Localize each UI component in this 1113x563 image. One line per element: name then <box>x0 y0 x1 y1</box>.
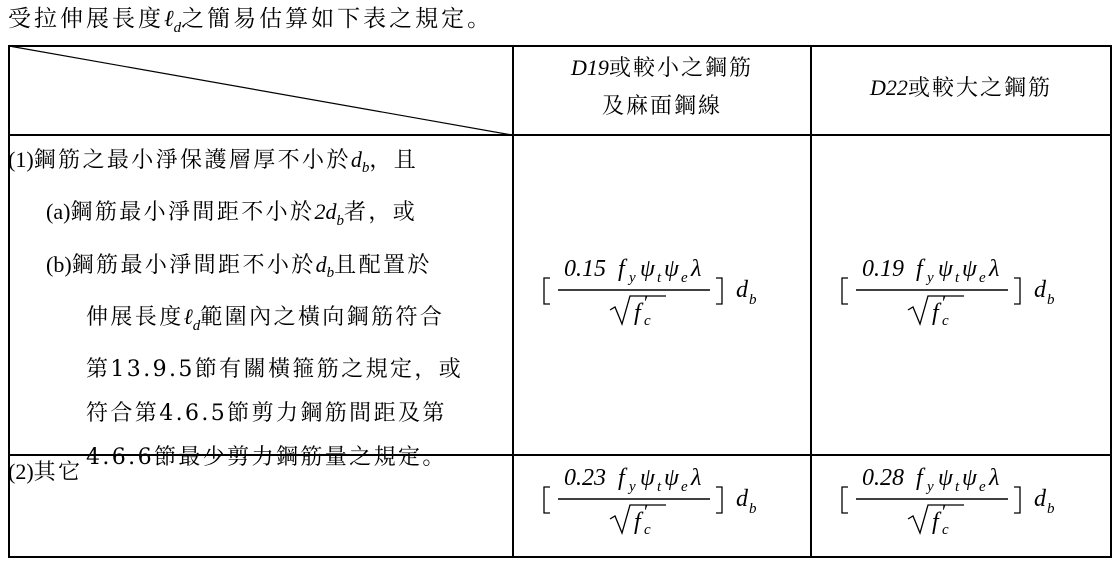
psi-e-symbol: ψ <box>664 465 679 491</box>
fc-prime: ′ <box>644 292 649 314</box>
coefficient: 0.19 <box>862 256 904 282</box>
left-bracket <box>544 278 550 304</box>
fc-prime: ′ <box>942 292 947 314</box>
formula-row2-small <box>538 461 783 541</box>
psi-t-symbol: ψ <box>640 256 655 282</box>
intro-sentence: 受拉伸展長度ℓ$_d$之簡易估算如下表之規定。 <box>8 6 494 36</box>
fy-symbol: f <box>618 465 625 491</box>
table-border-right <box>1110 45 1112 558</box>
formula-row1-small <box>538 252 783 332</box>
right-bracket <box>1014 487 1020 513</box>
psi-e-symbol: ψ <box>962 256 977 282</box>
coefficient: 0.15 <box>564 256 606 282</box>
right-bracket <box>716 487 722 513</box>
development-length-table <box>8 45 1112 558</box>
psi-e-symbol: ψ <box>962 465 977 491</box>
psi-t-symbol: ψ <box>938 465 953 491</box>
psi-e-subscript: e <box>681 270 688 286</box>
coefficient: 0.28 <box>862 465 904 491</box>
db-subscript: b <box>1047 501 1055 517</box>
db-subscript: b <box>749 501 757 517</box>
table-border-bottom <box>8 556 1112 558</box>
row2-condition: (2)其它 <box>8 459 83 485</box>
fc-prime: ′ <box>942 501 947 523</box>
psi-t-subscript: t <box>657 270 662 286</box>
fy-symbol: f <box>916 256 923 282</box>
left-bracket <box>842 278 848 304</box>
db-subscript: b <box>1047 292 1055 308</box>
fc-subscript: c <box>644 313 651 329</box>
column-divider-2 <box>810 45 812 558</box>
right-bracket <box>1014 278 1020 304</box>
fy-subscript: y <box>927 270 934 286</box>
fc-symbol: f <box>634 509 641 535</box>
right-bracket <box>716 278 722 304</box>
psi-e-symbol: ψ <box>664 256 679 282</box>
left-bracket <box>842 487 848 513</box>
psi-t-symbol: ψ <box>640 465 655 491</box>
coefficient: 0.23 <box>564 465 606 491</box>
fy-subscript: y <box>629 479 636 495</box>
fc-subscript: c <box>942 313 949 329</box>
fc-prime: ′ <box>644 501 649 523</box>
fc-symbol: f <box>634 300 641 326</box>
db-symbol: d <box>736 486 748 512</box>
left-bracket <box>544 487 550 513</box>
lambda-symbol: λ <box>989 256 1000 282</box>
fc-subscript: c <box>644 522 651 538</box>
fy-symbol: f <box>916 465 923 491</box>
lambda-symbol: λ <box>691 465 702 491</box>
psi-t-subscript: t <box>955 479 960 495</box>
fc-symbol: f <box>932 509 939 535</box>
fy-subscript: y <box>927 479 934 495</box>
fy-symbol: f <box>618 256 625 282</box>
row1-condition: (1)鋼筋之最小淨保護層厚不小於$d_b$，且 (a)鋼筋最小淨間距不小於$2d_b$者，或 (b)鋼筋最小淨間距不小於$d_b$且配置於 伸展長度ℓ$_d$範圍內之橫向鋼筋符合 第13.9.5節有關橫箍筋之規定，或 符合第4.6.5節剪力鋼筋間距及第 4.6.6節最少剪力鋼筋量之規定。 <box>8 147 464 470</box>
psi-e-subscript: e <box>979 479 986 495</box>
db-symbol: d <box>1034 277 1046 303</box>
fc-subscript: c <box>942 522 949 538</box>
lambda-symbol: λ <box>691 256 702 282</box>
fy-subscript: y <box>629 270 636 286</box>
header-small-bars: D19或較小之鋼筋 及麻面鋼線 <box>571 55 753 119</box>
db-symbol: d <box>736 277 748 303</box>
psi-t-subscript: t <box>955 270 960 286</box>
fc-symbol: f <box>932 300 939 326</box>
formula-row2-large <box>836 461 1081 541</box>
db-symbol: d <box>1034 486 1046 512</box>
db-subscript: b <box>749 292 757 308</box>
psi-t-subscript: t <box>657 479 662 495</box>
header-large-bars: D22或較大之鋼筋 <box>870 75 1052 101</box>
header-diagonal-line <box>8 45 514 137</box>
lambda-symbol: λ <box>989 465 1000 491</box>
psi-t-symbol: ψ <box>938 256 953 282</box>
psi-e-subscript: e <box>979 270 986 286</box>
psi-e-subscript: e <box>681 479 688 495</box>
formula-row1-large <box>836 252 1081 332</box>
